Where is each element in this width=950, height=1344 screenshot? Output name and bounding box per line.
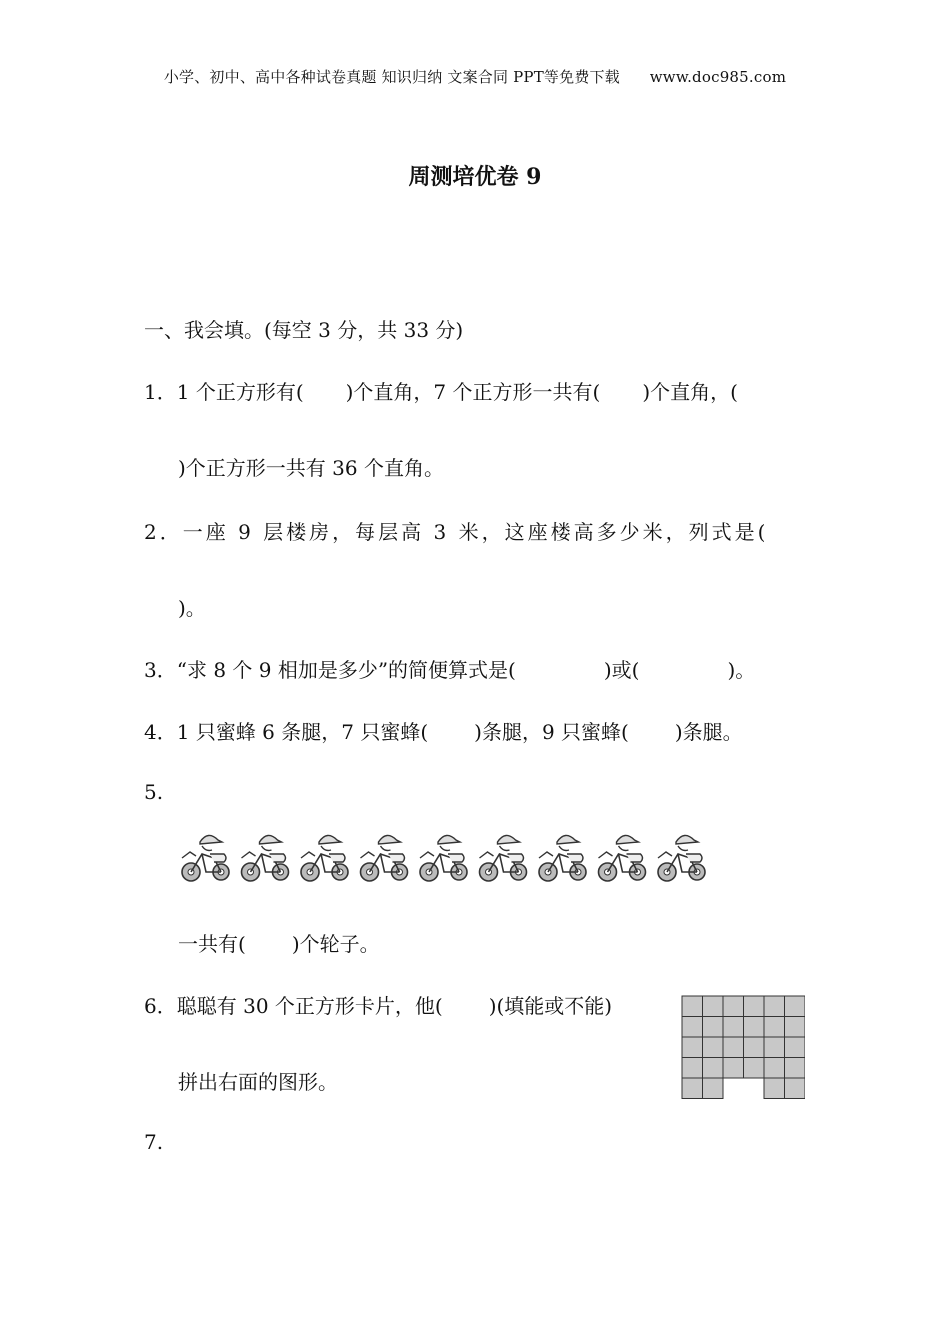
bicycle-icon [420, 835, 467, 881]
question-5-text [178, 928, 380, 957]
grid-square [723, 1017, 744, 1038]
page-title: 周测培优卷 9 [408, 164, 542, 190]
grid-square [764, 1037, 785, 1058]
question-6-line-1 [144, 990, 612, 1019]
bicycle-icon [182, 835, 229, 881]
q1-part-d: )个正方形一共有 36 个直角。 [178, 456, 444, 480]
question-3 [144, 654, 755, 683]
grid-square [764, 1078, 785, 1099]
grid-square [785, 1037, 806, 1058]
question-6-line-2 [178, 1066, 338, 1095]
bicycle-icon [361, 835, 408, 881]
q2-number: 2． [144, 520, 183, 544]
grid-square [703, 1058, 724, 1079]
q3-number: 3． [144, 658, 177, 682]
grid-square [785, 1058, 806, 1079]
q4-part-b: )条腿，9 只蜜蜂( [474, 720, 629, 744]
grid-square [682, 1058, 703, 1079]
grid-square [764, 996, 785, 1017]
grid-square [785, 1078, 806, 1099]
q2-part-a: 一座 9 层楼房，每层高 3 米，这座楼高多少米，列式是( [182, 520, 769, 544]
bicycle-icon [658, 835, 705, 881]
grid-square [744, 1017, 765, 1038]
q3-part-a: “求 8 个 9 相加是多少”的简便算式是( [176, 658, 516, 682]
q4-part-a: 1 只蜜蜂 6 条腿，7 只蜜蜂( [176, 720, 429, 744]
grid-square [682, 1037, 703, 1058]
grid-square [703, 1017, 724, 1038]
q1-part-c: )个直角，( [642, 380, 738, 404]
section-heading: 一、我会填。(每空 3 分，共 33 分) [144, 318, 464, 342]
grid-square [744, 1037, 765, 1058]
grid-square [764, 1017, 785, 1038]
q3-part-c: )。 [727, 658, 756, 682]
q5-part-b: )个轮子。 [291, 932, 380, 956]
question-5-number: 5. [144, 780, 164, 804]
grid-square [723, 1037, 744, 1058]
bicycle-icon [301, 835, 348, 881]
question-4 [144, 716, 743, 745]
q4-part-c: )条腿。 [674, 720, 743, 744]
grid-square [682, 996, 703, 1017]
grid-square [723, 1058, 744, 1079]
question-7-number: 7. [144, 1130, 164, 1154]
bicycle-icon [242, 835, 289, 881]
header-text: 小学、初中、高中各种试卷真题 知识归纳 文案合同 PPT等免费下载 [163, 68, 620, 86]
q4-number: 4． [144, 720, 177, 744]
q3-part-b: )或( [603, 658, 640, 682]
grid-square [703, 1037, 724, 1058]
q6-part-c: 拼出右面的图形。 [178, 1070, 338, 1094]
question-2-line-1 [144, 516, 768, 545]
q1-number: 1． [144, 380, 177, 404]
question-1-line-2 [178, 452, 444, 481]
question-2-line-2 [178, 592, 206, 621]
question-1-line-1 [144, 376, 738, 405]
grid-square [703, 996, 724, 1017]
grid-square [764, 1058, 785, 1079]
q2-part-b: )。 [178, 596, 206, 620]
q1-part-a: 1 个正方形有( [176, 380, 304, 404]
grid-square [785, 1017, 806, 1038]
header-site: www.doc985.com [649, 68, 787, 86]
bicycle-icon [599, 835, 646, 881]
grid-square [744, 996, 765, 1017]
bicycle-icon [480, 835, 527, 881]
page-header [0, 66, 950, 87]
q5-part-a: 一共有( [178, 932, 246, 956]
q6-part-a: 聪聪有 30 个正方形卡片，他( [176, 994, 443, 1018]
q6-number: 6． [144, 994, 177, 1018]
bicycle-icon [539, 835, 586, 881]
grid-square [744, 1058, 765, 1079]
grid-square [703, 1078, 724, 1099]
grid-square [682, 1017, 703, 1038]
q1-part-b: )个直角，7 个正方形一共有( [345, 380, 601, 404]
bicycles-figure [178, 828, 718, 888]
grid-square [682, 1078, 703, 1099]
square-grid-figure [681, 995, 805, 1099]
grid-square [723, 996, 744, 1017]
grid-square [785, 996, 806, 1017]
q6-part-b: )(填能或不能) [488, 994, 613, 1018]
